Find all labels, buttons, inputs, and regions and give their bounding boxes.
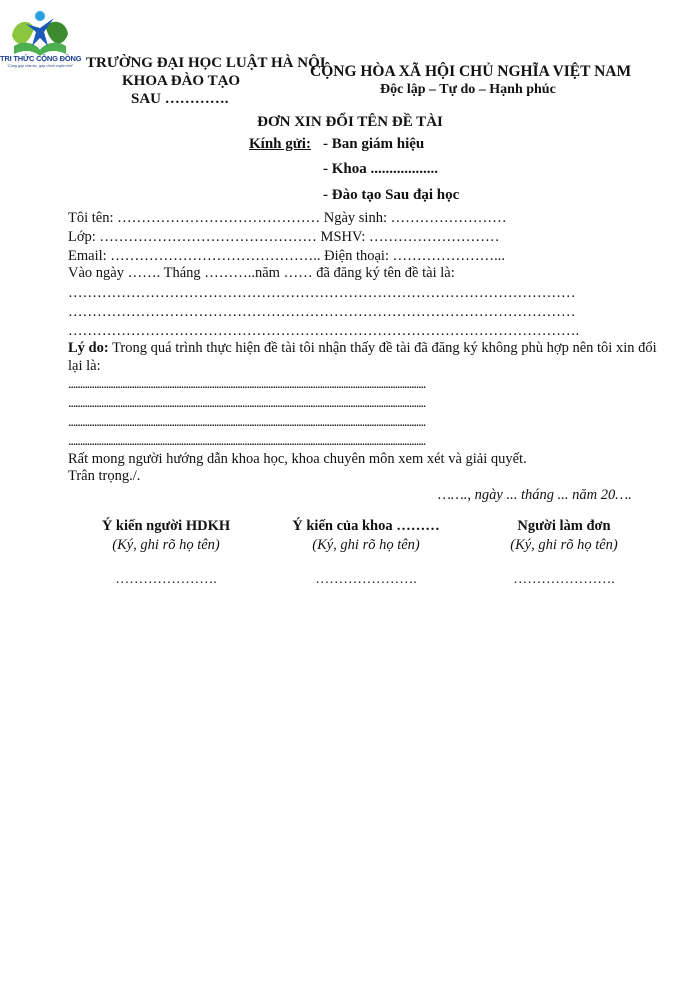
- school-name: TRƯỜNG ĐẠI HỌC LUẬT HÀ NỘI: [86, 55, 326, 71]
- logo-head: [35, 11, 45, 21]
- signature-line: ………………….: [315, 572, 417, 587]
- form-title: ĐƠN XIN ĐỔI TÊN ĐỀ TÀI: [257, 114, 443, 130]
- reason-text: Trong quá trình thực hiện đề tài tôi nhận thấy đề tài đã đăng ký không phù hợp nên tôi xin đổi lại là:: [68, 340, 657, 374]
- recipient-line: - Đào tạo Sau đại học: [323, 187, 460, 203]
- topic-line: ……………………………………………………………………………………………: [68, 304, 576, 320]
- reason-line: ........................................................................................................................................................: [68, 396, 426, 411]
- recipient-line: - Khoa ..................: [323, 161, 439, 177]
- kinh-gui-label: Kính gửi:: [249, 136, 311, 152]
- regards-text: Trân trọng./.: [68, 468, 141, 484]
- reason-paragraph: [68, 339, 658, 375]
- reason-line: ........................................................................................................................................................: [68, 434, 426, 449]
- signature-note: (Ký, ghi rõ họ tên): [510, 537, 618, 553]
- place-date: ……., ngày ... tháng ... năm 20….: [438, 487, 632, 503]
- signature-note: (Ký, ghi rõ họ tên): [312, 537, 420, 553]
- request-text: Rất mong người hướng dẫn khoa học, khoa chuyên môn xem xét và giải quyết.: [68, 451, 527, 467]
- email-field: Email: …………………………………….. Điện thoại: …………………...: [68, 248, 505, 264]
- reason-label: Lý do:: [68, 340, 109, 356]
- topic-line: ……………………………………………………………………………………………: [68, 285, 576, 301]
- recipient-line: - Ban giám hiệu: [323, 136, 425, 152]
- logo-leaf-right: [46, 22, 68, 44]
- reason-line: ........................................................................................................................................................: [68, 377, 426, 392]
- topic-line: …………………………………………………………………………………………….: [68, 323, 580, 339]
- logo-title: TRI THỨC CỘNG ĐỒNG: [0, 54, 82, 63]
- signature-title-faculty: Ý kiến của khoa ………: [292, 518, 440, 534]
- name-field: Tôi tên: …………………………………… Ngày sinh: ……………………: [68, 210, 507, 226]
- registration-date-field: Vào ngày ……. Tháng ………..năm …… đã đăng ký tên đề tài là:: [68, 265, 455, 281]
- faculty-name: KHOA ĐÀO TẠO: [122, 73, 241, 89]
- nation-name: CỘNG HÒA XÃ HỘI CHỦ NGHĨA VIỆT NAM: [310, 63, 632, 80]
- signature-line: ………………….: [513, 572, 615, 587]
- signature-line: ………………….: [115, 572, 217, 587]
- reason-line: ........................................................................................................................................................: [68, 415, 426, 430]
- logo-leaf-left: [12, 22, 34, 44]
- signature-title-advisor: Ý kiến người HDKH: [101, 518, 231, 534]
- faculty-name-line2: SAU ………….: [131, 91, 229, 107]
- signature-note: (Ký, ghi rõ họ tên): [112, 537, 220, 553]
- logo-slogan: "Cùng góp chia lọc, góp chính xuyên trời": [7, 64, 73, 68]
- signature-title-applicant: Người làm đơn: [517, 518, 611, 534]
- class-field: Lớp: ……………………………………… MSHV: ………………………: [68, 229, 500, 245]
- national-motto: Độc lập – Tự do – Hạnh phúc: [380, 82, 556, 97]
